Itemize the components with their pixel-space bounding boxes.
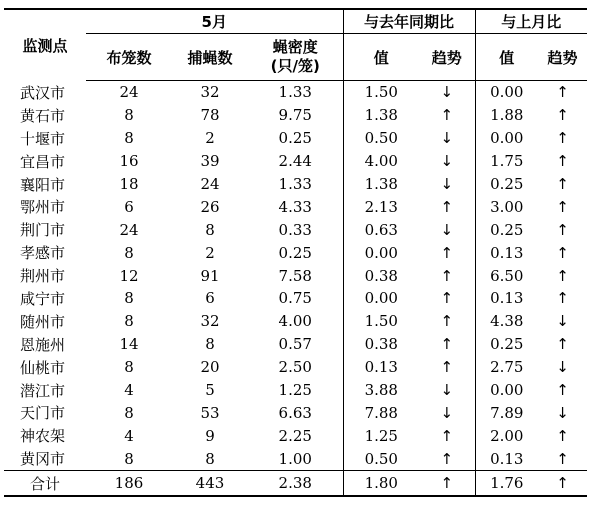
city-cell: 黄冈市 xyxy=(20,450,66,469)
cages-cell: 18 xyxy=(119,175,139,193)
city-cell: 孝感市 xyxy=(20,244,66,263)
flies-cell: 8 xyxy=(205,449,215,468)
header-may-group: 5月 xyxy=(86,9,343,34)
header-yoy-value: 值 xyxy=(343,34,419,81)
density-cell: 2.50 xyxy=(278,358,312,377)
cages-cell: 8 xyxy=(124,358,134,377)
mom-trend-cell: ↑ xyxy=(556,197,569,216)
cages-cell: 24 xyxy=(119,220,139,239)
mom-trend-cell: ↓ xyxy=(556,358,569,377)
mom-trend-cell: ↑ xyxy=(556,152,569,171)
mom-value-cell: 0.13 xyxy=(475,241,538,264)
mom-value-cell: 1.75 xyxy=(475,150,538,173)
density-cell: 4.00 xyxy=(278,312,312,331)
table-row xyxy=(4,287,587,310)
yoy-trend-cell: ↑ xyxy=(440,266,454,285)
total-label: 合计 xyxy=(4,471,86,497)
mom-trend-cell: ↑ xyxy=(556,220,569,239)
cages-cell: 14 xyxy=(119,335,139,354)
city-cell: 恩施州 xyxy=(20,335,66,354)
flies-cell: 20 xyxy=(200,358,220,377)
mom-value-cell: 0.25 xyxy=(475,218,538,241)
header-density-line2: (只/笼) xyxy=(270,57,320,75)
table-row xyxy=(4,127,587,150)
header-flies: 捕蝇数 xyxy=(172,34,248,81)
header-mom-value: 值 xyxy=(475,34,538,81)
yoy-value-cell: 7.88 xyxy=(343,401,419,424)
city-cell: 宜昌市 xyxy=(20,152,66,171)
table-row xyxy=(4,150,587,173)
mom-value-cell: 0.25 xyxy=(475,333,538,356)
table-body xyxy=(4,81,587,471)
flies-cell: 78 xyxy=(200,106,220,125)
flies-cell: 2 xyxy=(205,129,215,148)
mom-value-cell: 6.50 xyxy=(475,264,538,287)
table-row xyxy=(4,333,587,356)
city-cell: 鄂州市 xyxy=(20,198,66,217)
density-cell: 0.75 xyxy=(278,289,312,308)
mom-value-cell: 0.00 xyxy=(475,127,538,150)
mom-trend-cell: ↓ xyxy=(556,403,569,422)
density-cell: 1.00 xyxy=(278,449,312,468)
cages-cell: 4 xyxy=(124,426,134,445)
density-cell: 1.33 xyxy=(278,175,312,193)
yoy-value-cell: 1.50 xyxy=(343,310,419,333)
flies-cell: 32 xyxy=(200,312,220,331)
flies-cell: 5 xyxy=(205,381,215,400)
cages-cell: 8 xyxy=(124,243,134,262)
table-row xyxy=(4,310,587,333)
table-row xyxy=(4,241,587,264)
mom-trend-cell: ↑ xyxy=(556,289,569,308)
header-yoy-trend: 趋势 xyxy=(419,34,475,81)
total-yoy-value: 1.80 xyxy=(343,471,419,497)
density-cell: 4.33 xyxy=(278,197,312,216)
city-cell: 天门市 xyxy=(20,404,66,423)
header-density-line1: 蝇密度 xyxy=(272,38,318,56)
table-row xyxy=(4,104,587,127)
flies-cell: 9 xyxy=(205,426,215,445)
flies-cell: 91 xyxy=(200,266,220,285)
density-cell: 0.57 xyxy=(278,335,312,354)
city-cell: 咸宁市 xyxy=(20,289,66,308)
mom-value-cell: 7.89 xyxy=(475,401,538,424)
yoy-trend-cell: ↑ xyxy=(440,289,454,308)
yoy-value-cell: 1.38 xyxy=(343,173,419,196)
yoy-value-cell: 1.38 xyxy=(343,104,419,127)
table-row xyxy=(4,264,587,287)
flies-cell: 32 xyxy=(200,83,220,102)
yoy-value-cell: 1.50 xyxy=(343,81,419,104)
cages-cell: 4 xyxy=(124,381,134,400)
cages-cell: 12 xyxy=(119,266,139,285)
total-yoy-trend: ↑ xyxy=(419,471,475,497)
total-cages: 186 xyxy=(86,471,172,497)
yoy-trend-cell: ↓ xyxy=(440,220,454,239)
mom-value-cell: 0.13 xyxy=(475,287,538,310)
table-row xyxy=(4,195,587,218)
header-yoy-group: 与去年同期比 xyxy=(343,9,475,34)
flies-cell: 53 xyxy=(200,403,220,422)
mom-trend-cell: ↑ xyxy=(556,449,569,468)
density-cell: 1.25 xyxy=(278,381,312,400)
yoy-value-cell: 0.13 xyxy=(343,356,419,379)
yoy-trend-cell: ↑ xyxy=(440,106,454,125)
mom-value-cell: 0.00 xyxy=(475,379,538,402)
yoy-trend-cell: ↑ xyxy=(440,312,454,331)
mom-trend-cell: ↑ xyxy=(556,426,569,445)
yoy-value-cell: 0.00 xyxy=(343,241,419,264)
table-row xyxy=(4,401,587,424)
yoy-trend-cell: ↓ xyxy=(440,175,454,193)
city-cell: 十堰市 xyxy=(20,129,66,148)
yoy-trend-cell: ↓ xyxy=(440,152,454,171)
density-cell: 9.75 xyxy=(278,106,312,125)
cages-cell: 6 xyxy=(124,197,134,216)
header-mom-trend: 趋势 xyxy=(538,34,587,81)
yoy-value-cell: 0.38 xyxy=(343,333,419,356)
density-cell: 0.25 xyxy=(278,243,312,262)
city-cell: 荆门市 xyxy=(20,221,66,240)
mom-value-cell: 0.00 xyxy=(475,81,538,104)
yoy-trend-cell: ↓ xyxy=(440,381,454,400)
flies-cell: 24 xyxy=(200,175,220,193)
mom-trend-cell: ↓ xyxy=(556,312,569,331)
mom-value-cell: 3.00 xyxy=(475,195,538,218)
city-cell: 神农架 xyxy=(20,427,66,446)
yoy-trend-cell: ↑ xyxy=(440,426,454,445)
yoy-value-cell: 4.00 xyxy=(343,150,419,173)
total-flies: 443 xyxy=(172,471,248,497)
city-cell: 随州市 xyxy=(20,312,66,331)
density-cell: 0.33 xyxy=(278,220,312,239)
mom-value-cell: 0.13 xyxy=(475,447,538,470)
density-cell: 6.63 xyxy=(278,403,312,422)
mom-trend-cell: ↑ xyxy=(556,266,569,285)
mom-trend-cell: ↑ xyxy=(556,83,569,102)
mom-value-cell: 4.38 xyxy=(475,310,538,333)
yoy-trend-cell: ↓ xyxy=(440,129,454,148)
table-row xyxy=(4,173,587,196)
density-cell: 7.58 xyxy=(278,266,312,285)
yoy-trend-cell: ↑ xyxy=(440,197,454,216)
total-density: 2.38 xyxy=(248,471,343,497)
yoy-value-cell: 0.00 xyxy=(343,287,419,310)
density-cell: 1.33 xyxy=(278,83,312,102)
mom-trend-cell: ↑ xyxy=(556,175,569,193)
yoy-trend-cell: ↓ xyxy=(440,83,454,102)
cages-cell: 8 xyxy=(124,106,134,125)
yoy-trend-cell: ↑ xyxy=(440,335,454,354)
yoy-value-cell: 1.25 xyxy=(343,424,419,447)
cages-cell: 8 xyxy=(124,129,134,148)
density-cell: 2.44 xyxy=(278,152,312,171)
yoy-trend-cell: ↓ xyxy=(440,403,454,422)
flies-cell: 26 xyxy=(200,197,220,216)
flies-cell: 8 xyxy=(205,220,215,239)
header-cages: 布笼数 xyxy=(86,34,172,81)
cages-cell: 8 xyxy=(124,403,134,422)
city-cell: 荆州市 xyxy=(20,267,66,286)
mom-value-cell: 0.25 xyxy=(475,173,538,196)
mom-value-cell: 2.75 xyxy=(475,356,538,379)
cages-cell: 8 xyxy=(124,312,134,331)
cages-cell: 24 xyxy=(119,83,139,102)
fly-density-table xyxy=(4,8,587,497)
cages-cell: 16 xyxy=(119,152,139,171)
header-city: 监测点 xyxy=(4,9,86,81)
city-cell: 襄阳市 xyxy=(20,175,66,194)
city-cell: 仙桃市 xyxy=(20,358,66,377)
city-cell: 黄石市 xyxy=(20,106,66,125)
total-mom-value: 1.76 xyxy=(475,471,538,497)
table-row xyxy=(4,356,587,379)
table-row xyxy=(4,447,587,470)
total-row xyxy=(4,471,587,497)
yoy-trend-cell: ↑ xyxy=(440,449,454,468)
city-cell: 潜江市 xyxy=(20,381,66,400)
yoy-value-cell: 3.88 xyxy=(343,379,419,402)
cages-cell: 8 xyxy=(124,289,134,308)
header-mom-group: 与上月比 xyxy=(475,9,587,34)
city-cell: 武汉市 xyxy=(20,83,66,102)
flies-cell: 6 xyxy=(205,289,215,308)
table-row xyxy=(4,218,587,241)
header-density xyxy=(248,34,343,81)
density-cell: 2.25 xyxy=(278,426,312,445)
mom-trend-cell: ↑ xyxy=(556,243,569,262)
mom-trend-cell: ↑ xyxy=(556,335,569,354)
mom-trend-cell: ↑ xyxy=(556,106,569,125)
flies-cell: 8 xyxy=(205,335,215,354)
flies-cell: 39 xyxy=(200,152,220,171)
table-row xyxy=(4,424,587,447)
cages-cell: 8 xyxy=(124,449,134,468)
flies-cell: 2 xyxy=(205,243,215,262)
mom-value-cell: 1.88 xyxy=(475,104,538,127)
yoy-trend-cell: ↑ xyxy=(440,243,454,262)
mom-value-cell: 2.00 xyxy=(475,424,538,447)
yoy-value-cell: 2.13 xyxy=(343,195,419,218)
density-cell: 0.25 xyxy=(278,129,312,148)
mom-trend-cell: ↑ xyxy=(556,129,569,148)
yoy-value-cell: 0.38 xyxy=(343,264,419,287)
yoy-value-cell: 0.50 xyxy=(343,447,419,470)
mom-trend-cell: ↑ xyxy=(556,381,569,400)
yoy-value-cell: 0.63 xyxy=(343,218,419,241)
yoy-value-cell: 0.50 xyxy=(343,127,419,150)
table-row xyxy=(4,379,587,402)
total-mom-trend: ↑ xyxy=(538,471,587,497)
yoy-trend-cell: ↑ xyxy=(440,358,454,377)
table-row xyxy=(4,81,587,104)
